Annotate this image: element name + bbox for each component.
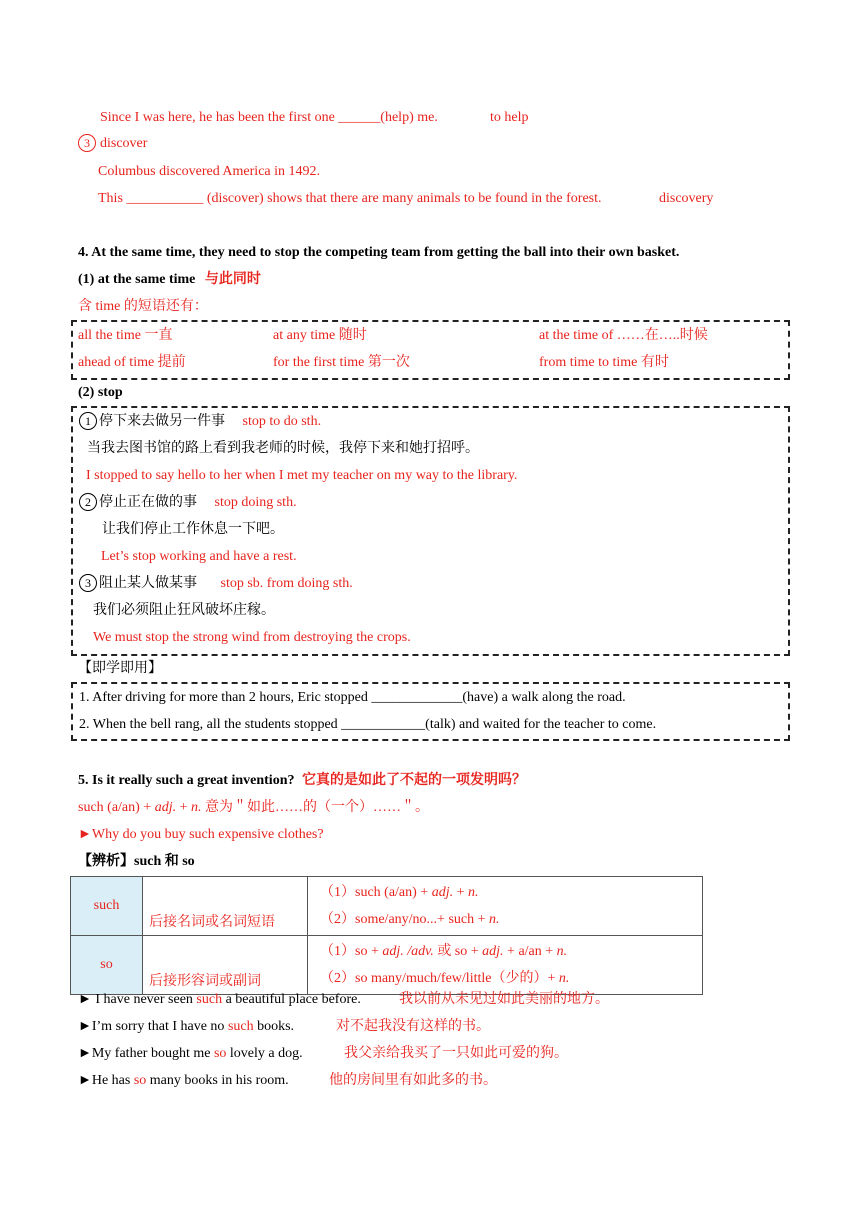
stop-usage-cn: 停止正在做的事	[99, 495, 197, 510]
circled-number: 1	[79, 412, 97, 430]
so-keyword: so	[71, 936, 143, 995]
rule-part: （1）such (a/an) +	[320, 885, 432, 900]
meaning-part: n.	[191, 800, 202, 815]
meaning-part: adj.	[154, 800, 177, 815]
so-description: 后接形容词或副词	[143, 936, 308, 995]
example-keyword: such	[196, 992, 223, 1007]
stop-usage-pattern: stop sb. from doing sth.	[220, 576, 353, 591]
rule-part: （2）some/any/no...+ such +	[320, 912, 489, 927]
rule-part: +	[453, 885, 468, 900]
example-cn: 对不起我没有这样的书。	[336, 1019, 490, 1034]
item4-heading: 4. At the same time, they need to stop the competing team from getting the ball into their own basket.	[78, 245, 680, 260]
table-row	[71, 877, 703, 936]
rule-part: adj.	[431, 885, 454, 900]
phrase-item: all the time 一直	[78, 328, 173, 343]
stop-usage-pattern: stop to do sth.	[242, 414, 322, 429]
example-line	[78, 1017, 294, 1037]
example-cn: 我父亲给我买了一只如此可爱的狗。	[344, 1046, 568, 1061]
rule-part: （1）so +	[320, 944, 383, 959]
item5-heading-en: 5. Is it really such a great invention?	[78, 773, 295, 788]
compare-title-part: so	[182, 854, 195, 869]
such-rules	[308, 877, 703, 936]
rule-part: adj.	[482, 944, 504, 959]
phrase-item: at any time 随时	[273, 328, 367, 343]
table-row	[71, 936, 703, 995]
item5-meaning	[78, 798, 429, 818]
stop-usage-2	[79, 493, 297, 513]
item4-sub2: (2) stop	[78, 385, 123, 400]
example-part: ►He has	[78, 1073, 134, 1088]
item5-heading	[78, 771, 526, 791]
example-keyword: so	[213, 1046, 227, 1061]
example-keyword: so	[133, 1073, 147, 1088]
phrase-item: ahead of time 提前	[78, 355, 186, 370]
help-answer: to help	[490, 110, 529, 125]
this-sentence: This ___________ (discover) shows that there are many animals to be found in the forest.	[98, 191, 602, 206]
compare-title	[78, 852, 195, 872]
rule-part: n.	[556, 944, 568, 959]
practice-item: 1. After driving for more than 2 hours, Eric stopped _____________(have) a walk along the road.	[79, 690, 626, 705]
circled-number: 3	[79, 574, 97, 592]
item5-example: ►Why do you buy such expensive clothes?	[78, 827, 324, 842]
practice-title: 【即学即用】	[78, 661, 162, 676]
example-line	[78, 990, 361, 1010]
phrase-item: for the first time 第一次	[273, 355, 410, 370]
compare-title-part: 和	[161, 854, 183, 869]
example-part: lovely a dog.	[226, 1046, 303, 1061]
such-so-table	[70, 876, 703, 995]
so-rule-1	[320, 938, 702, 965]
phrases-intro: 含 time 的短语还有：	[78, 299, 208, 314]
compare-title-part: 【辨析】such	[78, 854, 162, 869]
example-cn: 我以前从未见过如此美丽的地方。	[399, 992, 609, 1007]
example-keyword: such	[227, 1019, 254, 1034]
circled-number: 3	[78, 134, 96, 152]
rule-part: 或 so +	[433, 944, 483, 959]
stop-usage-3	[79, 574, 353, 594]
columbus-sentence: Columbus discovered America in 1492.	[98, 164, 321, 179]
practice-item: 2. When the bell rang, all the students stopped ____________(talk) and waited for the teacher to come.	[79, 717, 657, 732]
meaning-part: +	[176, 800, 191, 815]
rule-part: adj. /adv.	[382, 944, 434, 959]
sub1-en: (1) at the same time	[78, 272, 196, 287]
this-answer: discovery	[659, 191, 714, 206]
stop-example-cn: 让我们停止工作休息一下吧。	[102, 522, 284, 537]
item5-heading-cn: 它真的是如此了不起的一项发明吗？	[302, 773, 526, 788]
rule-part: + a/an +	[503, 944, 557, 959]
rule-part: n.	[558, 971, 570, 986]
sub1-cn: 与此同时	[204, 272, 261, 287]
rule-part: （2）so many/much/few/little（少的）+	[320, 971, 559, 986]
stop-usage-1	[79, 412, 321, 432]
stop-example-cn: 我们必须阻止狂风破坏庄稼。	[93, 603, 275, 618]
such-rule-2	[320, 906, 702, 933]
stop-example-en: Let’s stop working and have a rest.	[101, 549, 297, 564]
such-rule-1	[320, 879, 702, 906]
example-line	[78, 1044, 303, 1064]
example-part: books.	[253, 1019, 295, 1034]
example-part: a beautiful place before.	[222, 992, 361, 1007]
example-part: ►I’m sorry that I have no	[78, 1019, 228, 1034]
circled-number: 2	[79, 493, 97, 511]
example-line	[78, 1071, 289, 1091]
phrase-item: from time to time 有时	[539, 355, 669, 370]
so-rules	[308, 936, 703, 995]
stop-usage-cn: 停下来去做另一件事	[99, 414, 225, 429]
such-keyword: such	[71, 877, 143, 936]
stop-example-en: I stopped to say hello to her when I met my teacher on my way to the library.	[86, 468, 518, 483]
help-sentence: Since I was here, he has been the first one ______(help) me.	[100, 110, 438, 125]
example-part: many books in his room.	[146, 1073, 289, 1088]
meaning-part: 意为＂如此……的（一个）……＂。	[201, 800, 429, 815]
example-part: ► I have never seen	[78, 992, 197, 1007]
meaning-part: such (a/an) +	[78, 800, 155, 815]
item4-sub1	[78, 270, 261, 290]
stop-example-cn: 当我去图书馆的路上看到我老师的时候，我停下来和她打招呼。	[87, 441, 479, 456]
example-part: ►My father bought me	[78, 1046, 214, 1061]
stop-usage-pattern: stop doing sth.	[214, 495, 297, 510]
discover-word: discover	[100, 136, 148, 151]
rule-part: n.	[468, 885, 479, 900]
example-cn: 他的房间里有如此多的书。	[329, 1073, 497, 1088]
discover-heading	[78, 134, 147, 154]
stop-example-en: We must stop the strong wind from destroying the crops.	[93, 630, 411, 645]
stop-usage-cn: 阻止某人做某事	[99, 576, 197, 591]
so-rule-2	[320, 965, 702, 992]
such-description: 后接名词或名词短语	[143, 877, 308, 936]
phrase-item: at the time of ……在…..时候	[539, 328, 708, 343]
rule-part: n.	[489, 912, 500, 927]
